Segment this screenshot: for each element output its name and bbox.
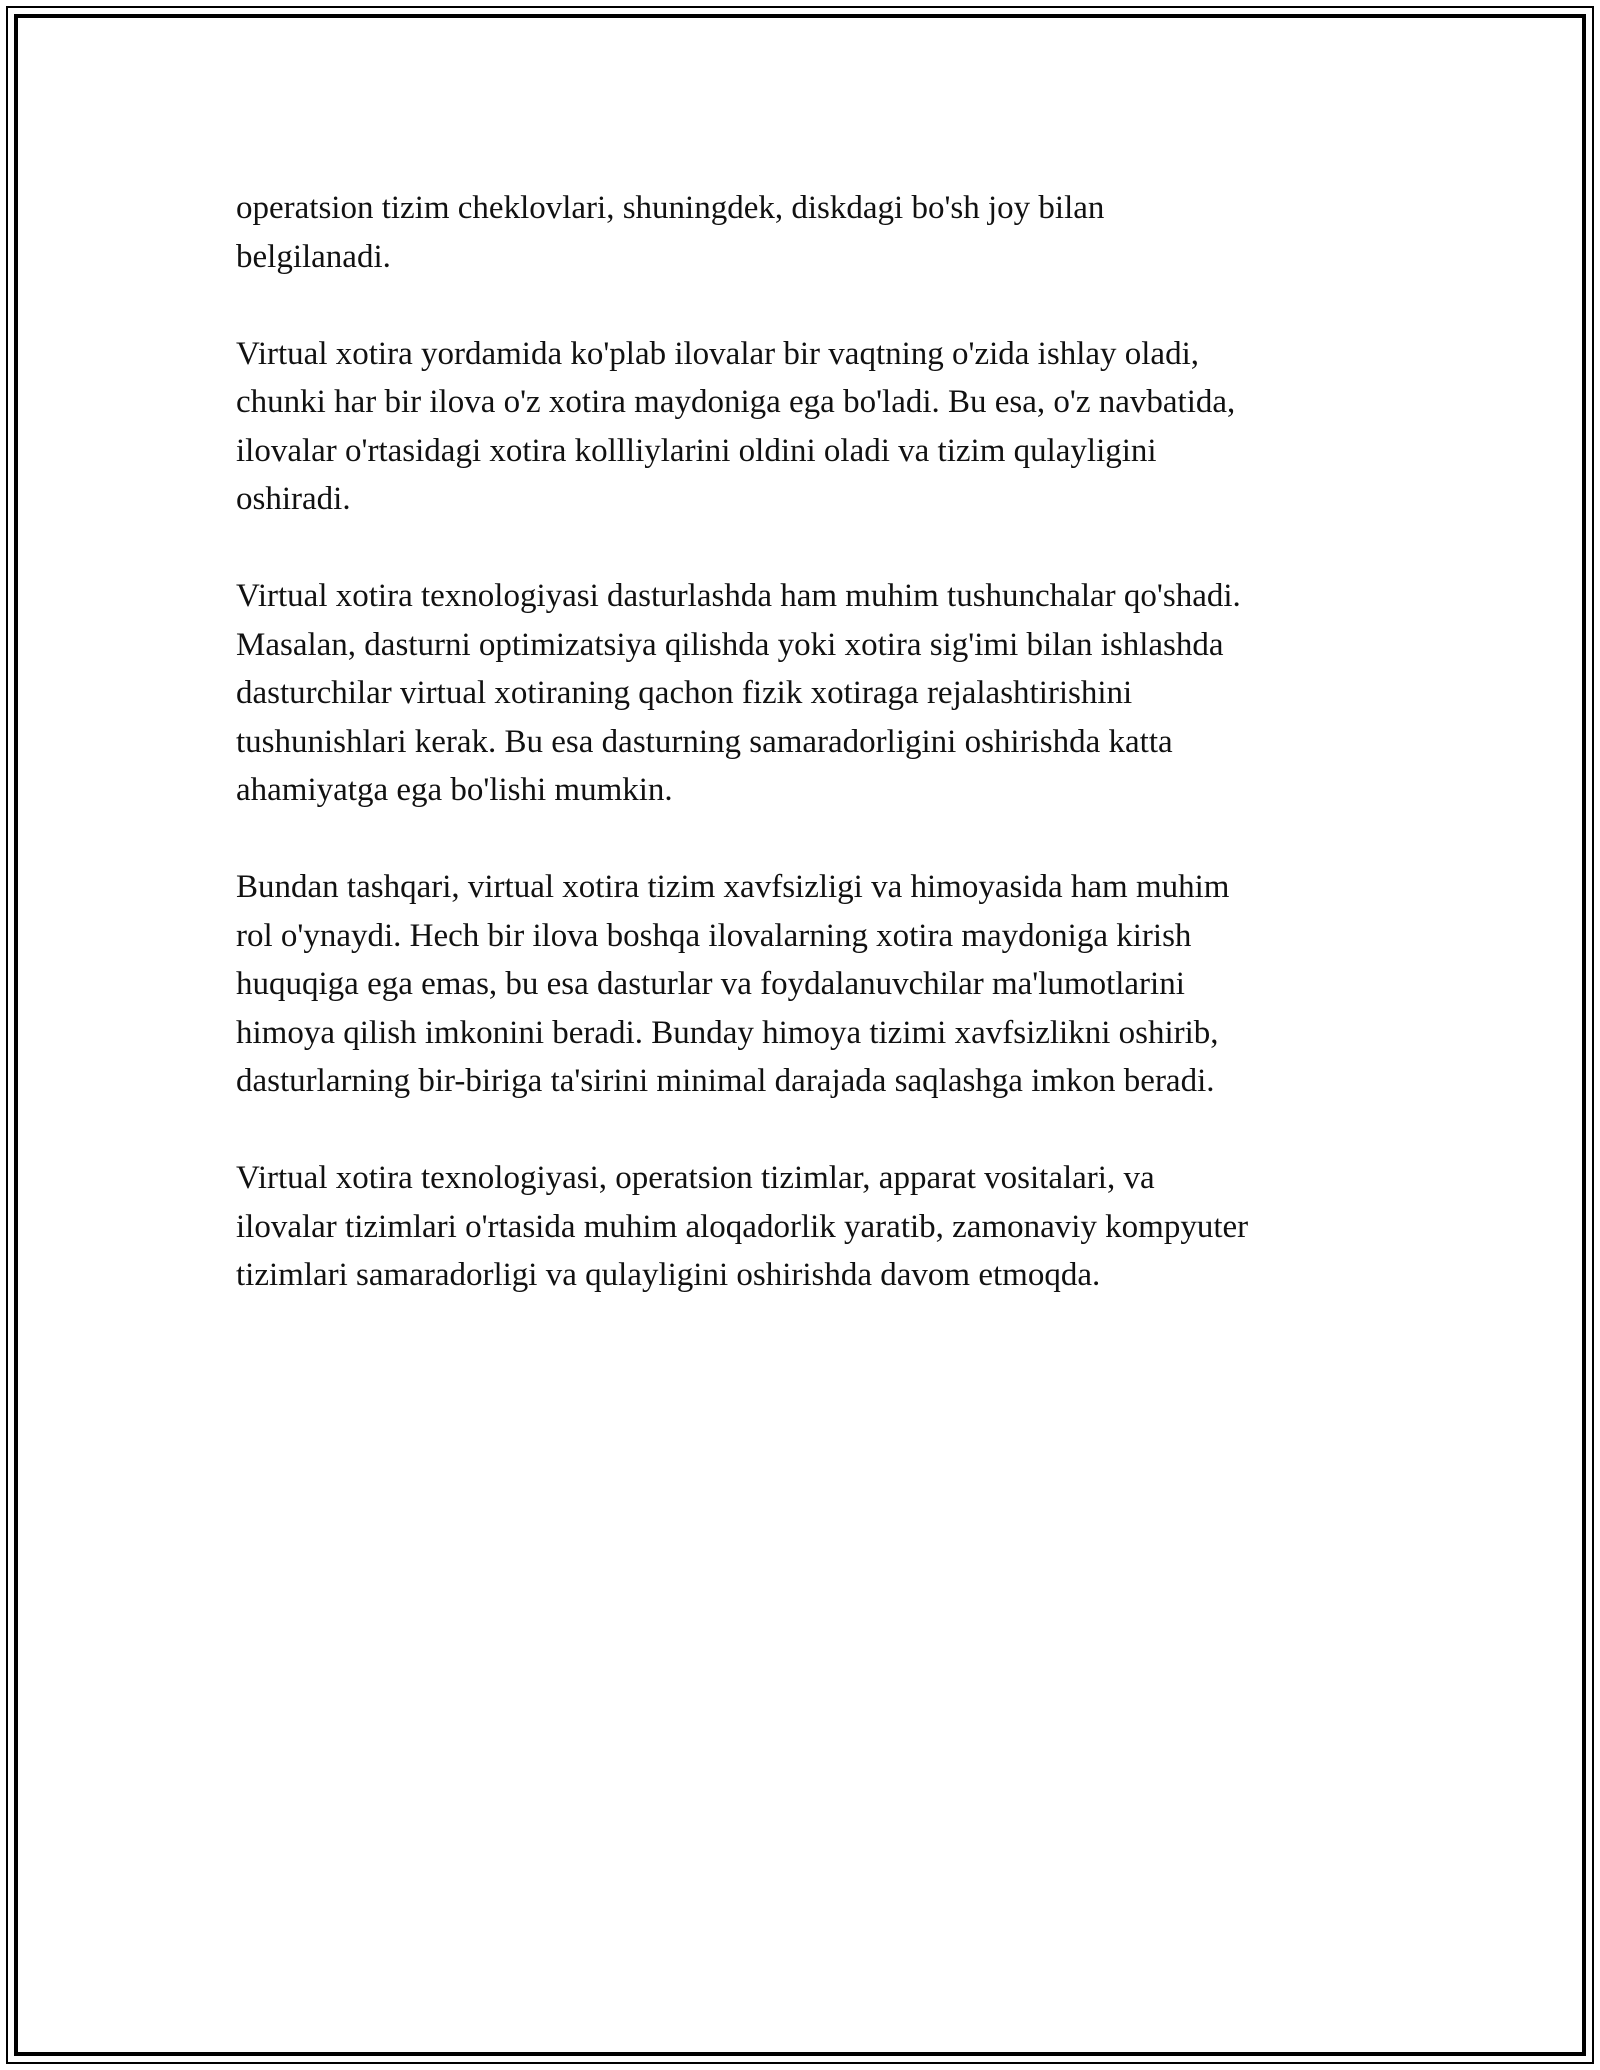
paragraph-5: Virtual xotira texnologiyasi, operatsion tizimlar, apparat vositalari, va ilovalar tizimlari o'rtasida muhim aloqadorlik yaratib, zamonaviy kompyuter tizimlari samaradorligi va qulayligini oshirishda davom etmoqda. — [236, 1160, 1249, 1293]
paragraph-1: operatsion tizim cheklovlari, shuningdek, diskdagi bo'sh joy bilan belgilanadi. — [236, 190, 1105, 275]
paragraph-2: Virtual xotira yordamida ko'plab ilovalar bir vaqtning o'zida ishlay oladi, chunki har bir ilova o'z xotira maydoniga ega bo'ladi. Bu esa, o'z navbatida, ilovalar o'rtasidagi xotira kollliylarini oldini oladi va tizim qulayligini oshiradi. — [236, 335, 1236, 517]
document-body — [236, 184, 1376, 1348]
paragraph-3: Virtual xotira texnologiyasi dasturlashda ham muhim tushunchalar qo'shadi. Masalan, dasturni optimizatsiya qilishda yoki xotira sig'imi bilan ishlashda dasturchilar virtual xotiraning qachon fizik xotiraga rejalashtirishini tushunishlari kerak. Bu esa dasturning samaradorligini oshirishda katta ahamiyatga ega bo'lishi mumkin. — [236, 578, 1241, 808]
paragraph-4: Bundan tashqari, virtual xotira tizim xavfsizligi va himoyasida ham muhim rol o'ynaydi. Hech bir ilova boshqa ilovalarning xotira maydoniga kirish huquqiga ega emas, bu esa dasturlar va foydalanuvchilar ma'lumotlarini himoya qilish imkonini beradi. Bunday himoya tizimi xavfsizlikni oshirib, dasturlarning bir-biriga ta'sirini minimal darajada saqlashga imkon beradi. — [236, 869, 1230, 1099]
